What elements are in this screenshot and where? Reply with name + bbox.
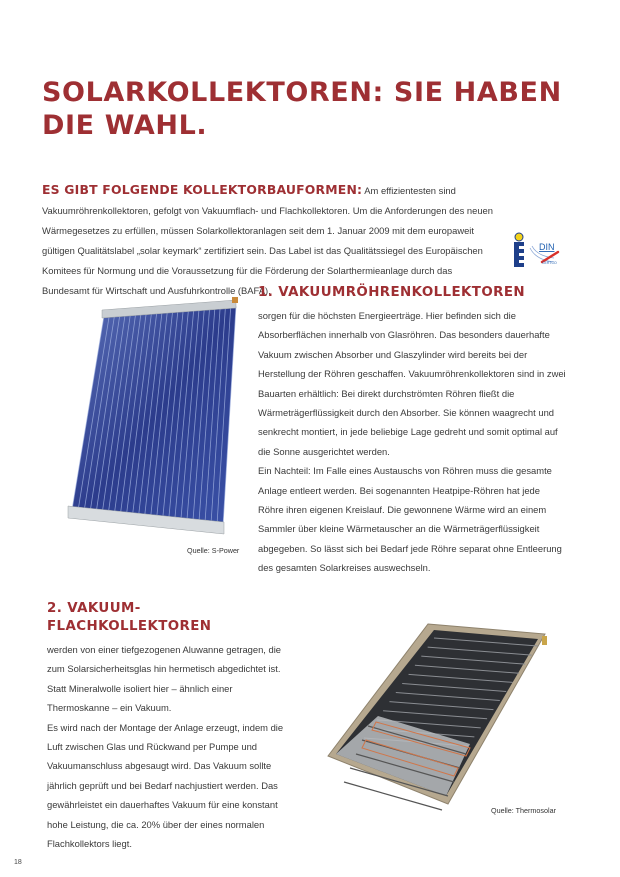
page-title-line2: DIE WAHL. — [42, 110, 208, 141]
section-paragraph: werden von einer tiefgezogenen Aluwanne getragen, die zum Solarsicherheitsglas hin hermetisch abgedichtet ist. Statt Mineralwolle isoliert hier – ähnlich einer Thermoskanne – ein Vakuum. — [47, 644, 282, 714]
vacuum-flat-collector-image — [320, 608, 550, 813]
svg-text:DIN: DIN — [539, 242, 555, 252]
intro-text: Am effizientesten sind Vakuumröhrenkollektoren, gefolgt von Vakuumflach- und Flachkollektoren. Um die Anforderungen des neuen Wärmegesetzes zu erfüllen, müssen Solarkollektoranlagen seit dem 1. Januar 2009 mit dem europaweit gültigen Qualitätslabel „solar keymark“ zertifiziert sein. Das Label ist das Qualitätssiegel des Europäischen Komitees für Normung und die Voraussetzung für die Förderung der Solarthermieanlage durch das Bundesamt für Wirtschaft und Ausfuhrkontrolle (BAFA). — [42, 185, 493, 296]
solar-keymark-icon — [512, 232, 562, 272]
intro-lead: ES GIBT FOLGENDE KOLLEKTORBAUFORMEN: — [42, 182, 363, 197]
certification-logos — [512, 232, 562, 272]
page-title-line1: SOLARKOLLEKTOREN: SIE HABEN — [42, 77, 562, 108]
section-paragraph: sorgen für die höchsten Energieerträge. Hier befinden sich die Absorberflächen innerhalb von Glasröhren. Das besonders dauerhafte Vakuum zwischen Absorber und Glaszylinder wird bereits bei der Herstellung der Röhren geschaffen. Vakuumröhrenkollektoren sind in zwei Bauarten erhältlich: Bei direkt durchströmten Röhren fließt die Wärmeträgerflüssigkeit durch den Absorber. Sie können waagrecht und senkrecht montiert, in jede beliebige Lage gedreht und somit optimal auf die Sonne ausgerichtet werden. — [258, 310, 566, 457]
page-title — [42, 76, 582, 142]
svg-text:CERTCO: CERTCO — [542, 261, 557, 265]
page-number: 18 — [14, 859, 22, 866]
section-vakuum-flachkollektoren — [47, 600, 297, 853]
intro-paragraph — [42, 180, 497, 301]
section-heading: 2. VAKUUM-FLACHKOLLEKTOREN — [47, 601, 212, 634]
section-paragraph: Es wird nach der Montage der Anlage erzeugt, indem die Luft zwischen Glas und Rückwand per Pumpe und Vakuumanschluss abgesaugt wird. Das Vakuum sollte jährlich geprüft und bei Bedarf nachjustiert werden. Das gewährleistet ein dauerhaftes Vakuum für eine konstant hohe Leistung, die ca. 20% über der eines normalen Flachkollektors liegt. — [47, 721, 284, 850]
image-caption-thermosolar: Quelle: Thermosolar — [491, 806, 556, 815]
section-paragraph: Ein Nachteil: Im Falle eines Austauschs von Röhren muss die gesamte Anlage entleert werden. Bei sogenannten Heatpipe-Röhren hat jede Röhre ihren eigenen Kreislauf. Die gewonnene Wärme wird an einem Sammler über kleine Wärmetauscher an die Wärmeträgerflüssigkeit abgegeben. So lässt sich bei Bedarf jede Röhre separat ohne Entleerung des gesamten Solarkreises auswechseln. — [258, 465, 562, 574]
din-certco-icon — [530, 242, 558, 265]
section-heading: 1. VAKUUMRÖHRENKOLLEKTOREN — [258, 285, 525, 300]
section-vakuumroehrenkollektoren — [258, 284, 568, 578]
vacuum-tube-collector-image — [58, 288, 243, 553]
image-caption-s-power: Quelle: S-Power — [187, 546, 240, 555]
